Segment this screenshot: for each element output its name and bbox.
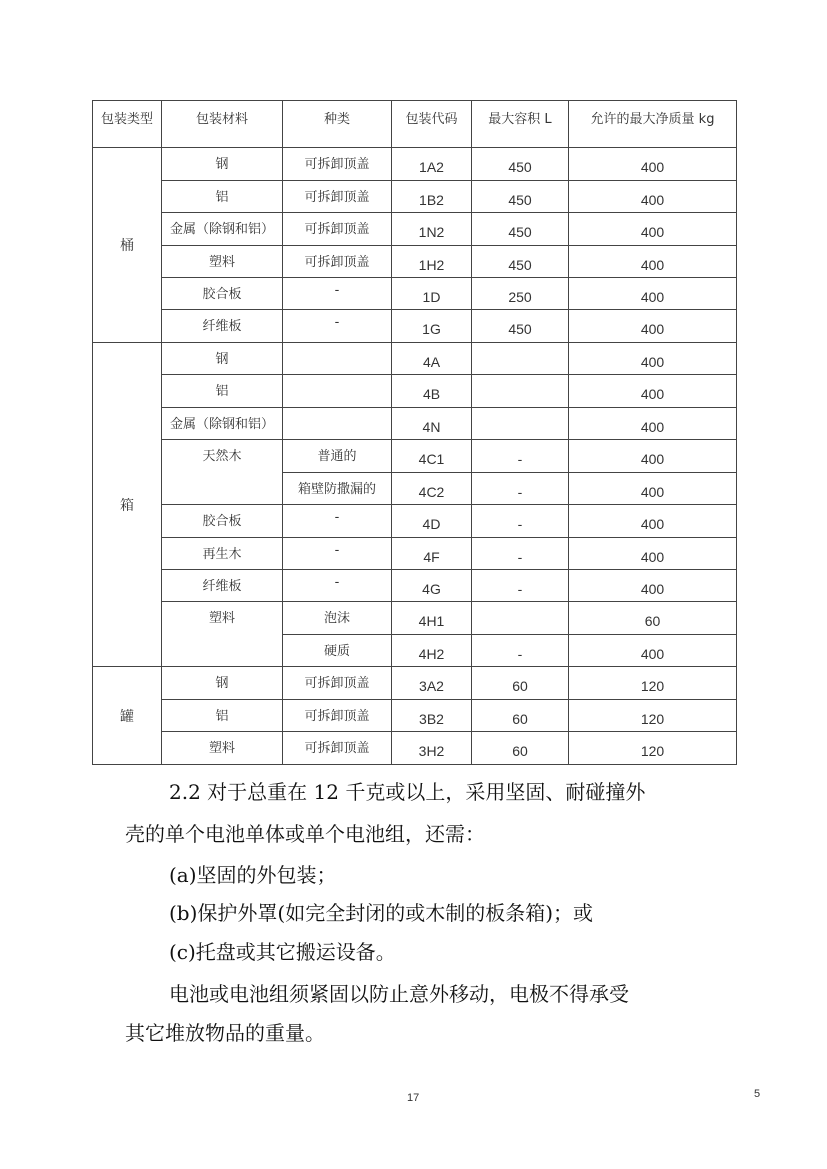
- paragraph-line: 其它堆放物品的重量。: [125, 1021, 325, 1045]
- paragraph-line: 2.2 对于总重在 12 千克或以上，采用坚固、耐碰撞外: [169, 780, 646, 804]
- code-cell: 1N2: [392, 213, 472, 246]
- material-cell: 塑料: [162, 246, 283, 278]
- mass-cell: 400: [569, 635, 737, 667]
- mass-cell: 120: [569, 667, 737, 700]
- material-cell: 塑料: [162, 732, 283, 765]
- material-cell: 塑料: [162, 602, 283, 667]
- mass-cell: 400: [569, 181, 737, 213]
- mass-cell: 400: [569, 538, 737, 570]
- material-cell: 再生木: [162, 538, 283, 570]
- kind-cell: -: [283, 538, 392, 570]
- kind-cell: -: [283, 310, 392, 343]
- material-cell: 钢: [162, 343, 283, 375]
- material-cell: 胶合板: [162, 505, 283, 538]
- material-cell: 天然木: [162, 440, 283, 505]
- volume-cell: 450: [472, 181, 569, 213]
- code-cell: 4C1: [392, 440, 472, 473]
- header-cell: 包装材料: [162, 101, 283, 148]
- table-row: [93, 343, 737, 375]
- volume-cell: 450: [472, 148, 569, 181]
- code-cell: 1D: [392, 278, 472, 310]
- mass-cell: 400: [569, 278, 737, 310]
- mass-cell: 400: [569, 408, 737, 440]
- volume-cell: 60: [472, 700, 569, 732]
- volume-cell: [472, 343, 569, 375]
- group-cell-jerrican: 罐: [93, 667, 162, 765]
- mass-cell: 400: [569, 375, 737, 408]
- code-cell: 4A: [392, 343, 472, 375]
- header-cell: 允许的最大净质量 kg: [569, 101, 737, 148]
- code-cell: 4D: [392, 505, 472, 538]
- table-row: [93, 375, 737, 408]
- table-row: [93, 667, 737, 700]
- material-cell: 金属（除钢和铝）: [162, 408, 283, 440]
- paragraph-line: 电池或电池组须紧固以防止意外移动，电极不得承受: [169, 982, 629, 1006]
- material-cell: 铝: [162, 375, 283, 408]
- kind-cell: 可拆卸顶盖: [283, 148, 392, 181]
- table-row: [93, 246, 737, 278]
- list-item: (b)保护外罩(如完全封闭的或木制的板条箱)；或: [169, 901, 594, 925]
- material-cell: 纤维板: [162, 310, 283, 343]
- code-cell: 1B2: [392, 181, 472, 213]
- code-cell: 3B2: [392, 700, 472, 732]
- code-cell: 4H2: [392, 635, 472, 667]
- kind-cell: 硬质: [283, 635, 392, 667]
- kind-cell: 可拆卸顶盖: [283, 732, 392, 765]
- table-row: [93, 700, 737, 732]
- mass-cell: 400: [569, 310, 737, 343]
- kind-cell: 箱壁防撒漏的: [283, 473, 392, 505]
- mass-cell: 400: [569, 505, 737, 538]
- table-row: [93, 538, 737, 570]
- code-cell: 4N: [392, 408, 472, 440]
- volume-cell: [472, 408, 569, 440]
- kind-cell: -: [283, 570, 392, 602]
- volume-cell: 450: [472, 213, 569, 246]
- table-row: [93, 732, 737, 765]
- volume-cell: 450: [472, 246, 569, 278]
- code-cell: 4B: [392, 375, 472, 408]
- volume-cell: [472, 375, 569, 408]
- mass-cell: 400: [569, 246, 737, 278]
- kind-cell: 可拆卸顶盖: [283, 213, 392, 246]
- table-row: [93, 440, 737, 473]
- header-cell: 包装代码: [392, 101, 472, 148]
- kind-cell: 普通的: [283, 440, 392, 473]
- code-cell: 3A2: [392, 667, 472, 700]
- material-cell: 胶合板: [162, 278, 283, 310]
- mass-cell: 400: [569, 473, 737, 505]
- kind-cell: -: [283, 278, 392, 310]
- mass-cell: 400: [569, 570, 737, 602]
- table-header-row: [93, 101, 737, 148]
- material-cell: 钢: [162, 148, 283, 181]
- list-item: (a)坚固的外包装；: [169, 863, 337, 887]
- mass-cell: 120: [569, 732, 737, 765]
- code-cell: 4H1: [392, 602, 472, 635]
- kind-cell: -: [283, 505, 392, 538]
- volume-cell: -: [472, 440, 569, 473]
- volume-cell: -: [472, 570, 569, 602]
- list-item: (c)托盘或其它搬运设备。: [169, 940, 396, 964]
- table-row: [93, 181, 737, 213]
- volume-cell: -: [472, 505, 569, 538]
- mass-cell: 60: [569, 602, 737, 635]
- kind-cell: [283, 408, 392, 440]
- group-cell-box: 箱: [93, 343, 162, 667]
- material-cell: 铝: [162, 700, 283, 732]
- volume-cell: -: [472, 635, 569, 667]
- mass-cell: 400: [569, 213, 737, 246]
- material-cell: 铝: [162, 181, 283, 213]
- mass-cell: 400: [569, 343, 737, 375]
- code-cell: 4G: [392, 570, 472, 602]
- code-cell: 1G: [392, 310, 472, 343]
- table-row: [93, 602, 737, 635]
- material-cell: 钢: [162, 667, 283, 700]
- kind-cell: 可拆卸顶盖: [283, 181, 392, 213]
- header-cell: 最大容积 L: [472, 101, 569, 148]
- packaging-table: [92, 100, 737, 765]
- volume-cell: 60: [472, 667, 569, 700]
- kind-cell: [283, 343, 392, 375]
- mass-cell: 400: [569, 440, 737, 473]
- volume-cell: 250: [472, 278, 569, 310]
- code-cell: 1H2: [392, 246, 472, 278]
- material-cell: 纤维板: [162, 570, 283, 602]
- volume-cell: 60: [472, 732, 569, 765]
- kind-cell: 可拆卸顶盖: [283, 700, 392, 732]
- header-cell: 种类: [283, 101, 392, 148]
- kind-cell: 可拆卸顶盖: [283, 667, 392, 700]
- table-row: [93, 148, 737, 181]
- code-cell: 4C2: [392, 473, 472, 505]
- code-cell: 4F: [392, 538, 472, 570]
- volume-cell: [472, 602, 569, 635]
- material-cell: 金属（除钢和铝）: [162, 213, 283, 246]
- volume-cell: -: [472, 538, 569, 570]
- paragraph-line: 壳的单个电池单体或单个电池组，还需：: [125, 822, 485, 846]
- table-row: [93, 570, 737, 602]
- kind-cell: 泡沫: [283, 602, 392, 635]
- table-row: [93, 310, 737, 343]
- kind-cell: [283, 375, 392, 408]
- mass-cell: 400: [569, 148, 737, 181]
- page-number-center: 17: [407, 1092, 420, 1104]
- page-number-right: 5: [754, 1088, 761, 1100]
- table-row: [93, 213, 737, 246]
- table-row: [93, 408, 737, 440]
- group-cell-drum: 桶: [93, 148, 162, 343]
- volume-cell: -: [472, 473, 569, 505]
- header-cell: 包装类型: [93, 101, 162, 148]
- mass-cell: 120: [569, 700, 737, 732]
- volume-cell: 450: [472, 310, 569, 343]
- code-cell: 3H2: [392, 732, 472, 765]
- table-row: [93, 278, 737, 310]
- code-cell: 1A2: [392, 148, 472, 181]
- kind-cell: 可拆卸顶盖: [283, 246, 392, 278]
- table-row: [93, 505, 737, 538]
